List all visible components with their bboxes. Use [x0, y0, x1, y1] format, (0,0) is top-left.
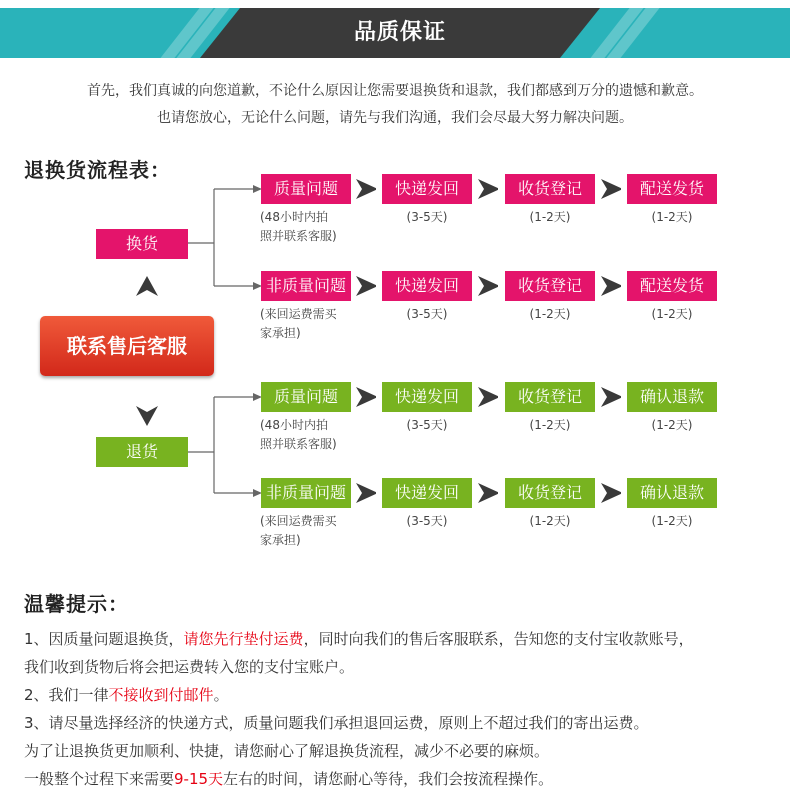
flow-step-box: 收货登记 [505, 478, 595, 508]
flow-step-note: (1-2天) [651, 418, 693, 432]
intro-line-2: 也请您放心，无论什么问题，请先与我们沟通，我们会尽最大努力解决问题。 [157, 110, 633, 126]
flow-step-note: (来回运费需买 家承担) [260, 514, 337, 547]
contact-customer-service-button[interactable]: 联系售后客服 [40, 316, 214, 376]
flow-step-note: (3-5天) [406, 514, 448, 528]
chevron-right-icon [476, 481, 498, 505]
flow-step-note: (3-5天) [406, 418, 448, 432]
chevron-right-icon [476, 274, 498, 298]
chevron-right-icon [599, 274, 621, 298]
chevron-right-icon [599, 481, 621, 505]
chevron-right-icon [476, 177, 498, 201]
chevron-right-icon [354, 481, 376, 505]
flow-step-box: 收货登记 [505, 271, 595, 301]
flow-step-box: 配送发货 [627, 174, 717, 204]
flow-step-box: 配送发货 [627, 271, 717, 301]
return-label: 退货 [96, 437, 188, 467]
flow-step-box: 确认退款 [627, 478, 717, 508]
tip-3-text-b: 。 [213, 686, 229, 704]
chevron-right-icon [599, 177, 621, 201]
flow-step-box: 收货登记 [505, 174, 595, 204]
intro-line-1: 首先，我们真诚的向您道歉，不论什么原因让您需要退换货和退款，我们都感到万分的遗憾和歉意。 [87, 83, 703, 99]
tip-6-text-b: 左右的时间，请您耐心等待，我们会按流程操作。 [223, 770, 554, 788]
flow-step-box: 快递发回 [382, 382, 472, 412]
flow-step-note: (来回运费需买 家承担) [260, 307, 337, 340]
tip-1-highlight: 请您先行垫付运费 [183, 630, 304, 648]
flow-step-box: 确认退款 [627, 382, 717, 412]
tip-line-1 [24, 628, 694, 649]
flow-step-box: 非质量问题 [261, 271, 351, 301]
flow-step-box: 快递发回 [382, 271, 472, 301]
arrow-up-icon [136, 276, 158, 298]
tip-3-highlight: 不接收到付邮件 [108, 686, 214, 704]
flow-step-box: 非质量问题 [261, 478, 351, 508]
tip-line-5: 为了让退换货更加顺利、快捷，请您耐心了解退换货流程，减少不必要的麻烦。 [24, 742, 550, 760]
tip-line-4: 3、请尽量选择经济的快递方式，质量问题我们承担退回运费，原则上不超过我们的寄出运费。 [24, 714, 649, 732]
tip-6-text-a: 一般整个过程下来需要 [24, 770, 175, 788]
flow-step-note: (1-2天) [651, 307, 693, 321]
chevron-right-icon [599, 385, 621, 409]
tips-title: 温馨提示： [24, 592, 129, 616]
flow-step-box: 快递发回 [382, 478, 472, 508]
chevron-right-icon [354, 274, 376, 298]
flow-step-box: 质量问题 [261, 174, 351, 204]
flow-step-note: (48小时内拍 照并联系客服) [260, 210, 337, 243]
chevron-right-icon [354, 385, 376, 409]
banner-title: 品质保证 [353, 20, 446, 45]
flow-step-note: (3-5天) [406, 210, 448, 224]
flow-step-box: 质量问题 [261, 382, 351, 412]
tip-line-2: 我们收到货物后将会把运费转入您的支付宝账户。 [24, 658, 355, 676]
tip-1-text-b: ，同时向我们的售后客服联系，告知您的支付宝收款账号， [303, 630, 694, 648]
flow-step-note: (1-2天) [651, 514, 693, 528]
tip-1-text-a: 1、因质量问题退换货， [24, 630, 184, 648]
flow-step-note: (3-5天) [406, 307, 448, 321]
flow-step-note: (1-2天) [529, 210, 571, 224]
tip-3-text-a: 2、我们一律 [24, 686, 109, 704]
tip-line-6 [24, 768, 553, 789]
flow-step-note: (1-2天) [529, 307, 571, 321]
chevron-right-icon [354, 177, 376, 201]
exchange-label: 换货 [96, 229, 188, 259]
flow-step-box: 收货登记 [505, 382, 595, 412]
flow-step-note: (48小时内拍 照并联系客服) [260, 418, 337, 451]
flow-step-box: 快递发回 [382, 174, 472, 204]
flow-step-note: (1-2天) [529, 418, 571, 432]
tip-6-highlight: 9-15天 [174, 770, 224, 788]
flow-title: 退换货流程表： [24, 158, 171, 182]
flow-step-note: (1-2天) [651, 210, 693, 224]
flow-step-note: (1-2天) [529, 514, 571, 528]
arrow-down-icon [136, 404, 158, 426]
chevron-right-icon [476, 385, 498, 409]
tip-line-3 [24, 684, 229, 705]
